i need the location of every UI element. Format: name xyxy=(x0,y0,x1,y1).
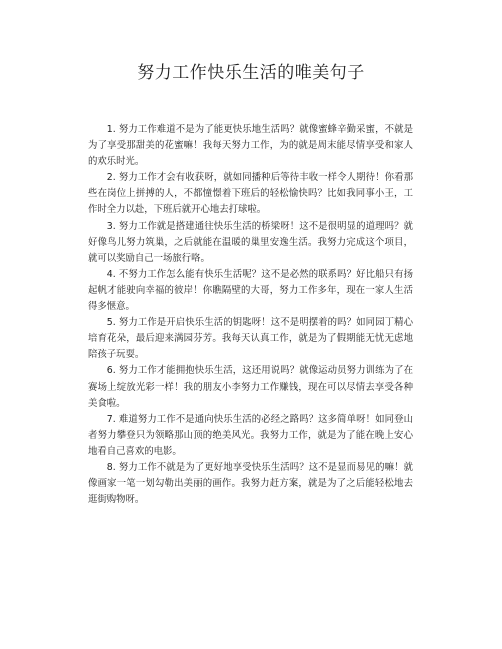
document-body xyxy=(88,122,413,508)
paragraph-5: 5. 努力工作是开启快乐生活的钥匙呀！这不是明摆着的吗？如同园丁精心培育花朵，最后迎来满园芬芳。我每天认真工作，就是为了假期能无忧无虑地陪孩子玩耍。 xyxy=(88,317,413,361)
paragraph-2: 2. 努力工作才会有收获呀，就如同播种后等待丰收一样令人期待！你看那些在岗位上拼搏的人，不都憧憬着下班后的轻松愉快吗？比如我同事小王，工作时全力以赴，下班后就开心地去打球啦。 xyxy=(88,172,413,216)
paragraph-3: 3. 努力工作就是搭建通往快乐生活的桥梁呀！这不是很明显的道理吗？就好像鸟儿努力筑巢，之后就能在温暖的巢里安逸生活。我努力完成这个项目，就可以奖励自己一场旅行咯。 xyxy=(88,220,413,264)
paragraph-4: 4. 不努力工作怎么能有快乐生活呢？这不是必然的联系吗？好比船只有扬起帆才能驶向幸福的彼岸！你瞧隔壁的大哥，努力工作多年，现在一家人生活得多惬意。 xyxy=(88,268,413,313)
paragraph-6: 6. 努力工作才能拥抱快乐生活，这还用说吗？就像运动员努力训练为了在赛场上绽放光彩一样！我的朋友小李努力工作赚钱，现在可以尽情去享受各种美食啦。 xyxy=(88,365,413,409)
document-title: 努力工作快乐生活的唯美句子 xyxy=(137,63,365,83)
paragraph-7: 7. 难道努力工作不是通向快乐生活的必经之路吗？这多简单呀！如同登山者努力攀登只为领略那山顶的绝美风光。我努力工作，就是为了能在晚上安心地看自己喜欢的电影。 xyxy=(88,413,413,457)
paragraph-8: 8. 努力工作不就是为了更好地享受快乐生活吗？这不是显而易见的嘛！就像画家一笔一划勾勒出美丽的画作。我努力赶方案，就是为了之后能轻松地去逛街购物呀。 xyxy=(88,461,413,506)
paragraph-1: 1. 努力工作难道不是为了能更快乐地生活吗？就像蜜蜂辛勤采蜜，不就是为了享受那甜美的花蜜嘛！我每天努力工作，为的就是周末能尽情享受和家人的欢乐时光。 xyxy=(88,124,413,168)
